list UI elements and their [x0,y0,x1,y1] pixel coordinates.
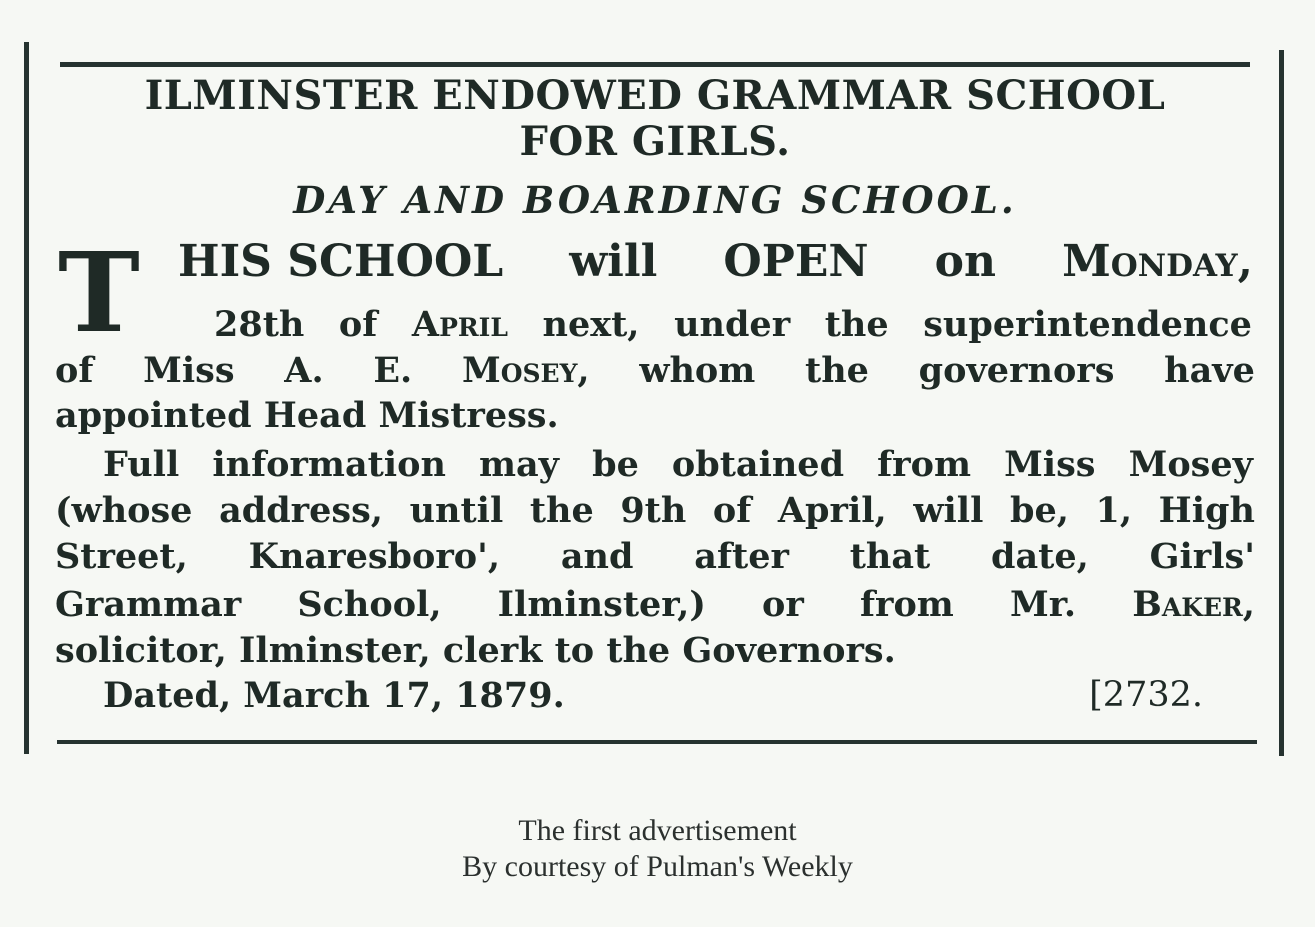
caption-line2: By courtesy of Pulman's Weekly [462,850,853,883]
word: Miss [1004,444,1096,485]
word: April, [777,490,887,531]
word: Ilminster,) [497,584,706,625]
ad-heading-line1: ILMINSTER ENDOWED GRAMMAR SCHOOL [144,72,1166,119]
word: will [913,490,984,531]
word: of [712,490,752,531]
word: Street, [55,536,188,577]
word: from [859,584,954,625]
word: will [569,236,658,287]
word: A. [284,350,324,391]
word: OPEN [723,236,869,287]
word: next, [542,304,640,345]
left-border-rule [24,42,29,754]
word: that [849,536,931,577]
word: Monday, [1062,236,1253,287]
word: Mosey [1128,444,1253,485]
word: HIS SCHOOL [178,236,504,287]
word: address, [219,490,383,531]
caption-line1: The first advertisement [518,814,797,847]
word: have [1164,350,1255,391]
word: Mosey, [461,350,590,391]
word: may [478,444,560,485]
word: superintendence [923,304,1252,345]
word: under [674,304,791,345]
top-border-rule [60,62,1250,67]
word: High [1158,490,1255,531]
word: Grammar [55,584,242,625]
word: whom [639,350,756,391]
word: on [934,236,996,287]
word: the [529,490,594,531]
ad-line7 [55,536,1255,577]
word: (whose [55,490,193,531]
word: School, [297,584,442,625]
line-text: solicitor, Ilminster, clerk to the Governors. [55,630,896,671]
word: Knaresboro', [248,536,501,577]
ad-line9 [55,630,1255,671]
word: Full [103,444,180,485]
ad-subheading: DAY AND BOARDING SCHOOL. [293,178,1017,222]
word: information [212,444,446,485]
word: the [824,304,889,345]
word: of [338,304,378,345]
word: Girls' [1149,536,1255,577]
word: date, [991,536,1089,577]
word: of [55,350,94,391]
word: 28th [214,304,305,345]
word: governors [918,350,1115,391]
word: be, [1009,490,1069,531]
word: be [592,444,639,485]
ad-dated-line [103,675,1203,716]
word: Miss [143,350,235,391]
word: the [805,350,869,391]
word: Baker, [1132,584,1255,625]
ad-heading-line2: FOR GIRLS. [519,118,791,165]
dropcap-letter: T [58,228,140,357]
ad-line8 [55,584,1255,625]
ad-line5 [103,444,1253,485]
right-border-rule [1279,50,1284,756]
word: obtained [671,444,845,485]
ad-line4 [55,395,1255,436]
ad-line6 [55,490,1255,531]
ad-line2 [214,304,1252,345]
bottom-border-rule [57,740,1257,744]
word: April [411,304,508,345]
ad-line3 [55,350,1255,391]
word: or [762,584,804,625]
word: 1, [1095,490,1133,531]
word: 9th [620,490,687,531]
word: Mr. [1009,584,1077,625]
dated-text: Dated, March 17, 1879. [103,675,565,716]
word: after [694,536,789,577]
word: and [560,536,634,577]
word: until [409,490,504,531]
reference-number: [2732. [1089,675,1203,715]
word: E. [373,350,413,391]
ad-line1 [178,236,1253,287]
line-text: appointed Head Mistress. [55,395,559,436]
word: from [877,444,971,485]
